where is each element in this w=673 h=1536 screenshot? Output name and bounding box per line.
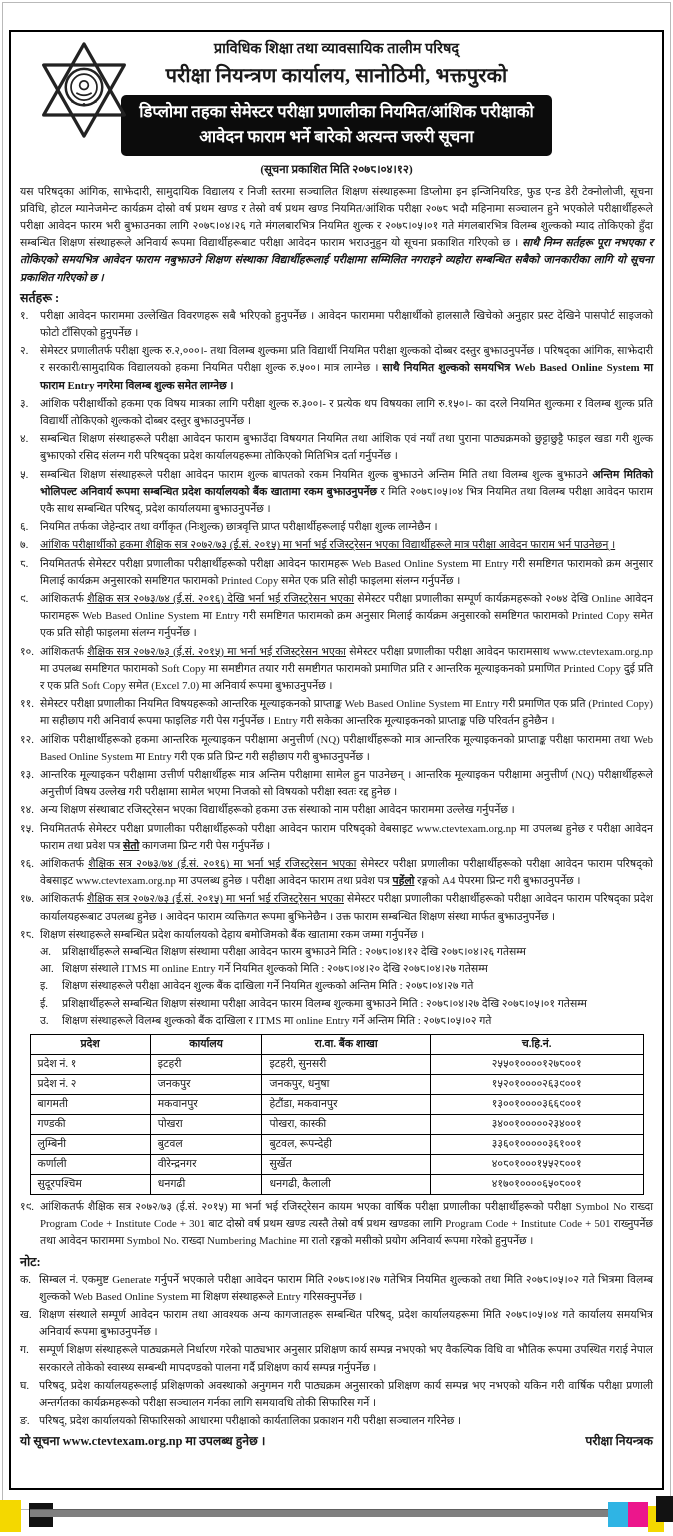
bank-account-number-cell: ३४००१०००००२३४००१ [430,1115,643,1135]
color-swatch-cyan [608,1502,628,1527]
note-letter: क. [20,1273,31,1286]
bank-table-row [30,1055,643,1075]
condition-number: ३. [20,397,29,410]
text-segment: सेमेस्टर परीक्षा प्रणालीका नियमित विषयहरूको आन्तरिक मूल्याइकनको प्राप्ताङ्क Web Based Online System मा Entry गरी प्रमाणित एक प्रति (Printed Copy) मा सहीछाप गरी अनिवार्य रूपमा फाइलिङ गरी पेस गर्नुपर्नेछ । Entry गरी सकेका आन्तरिक मूल्याइकनको प्राप्ताङ्क पछि परिवर्तन हुनेछैन । [40,698,653,728]
bank-account-number-cell: १५२०१००००२६३९००१ [430,1075,643,1095]
bank-table-header-cell: प्रदेश [30,1035,150,1055]
condition-text [40,467,653,519]
bank-table-cell: प्रदेश नं. १ [30,1055,150,1075]
text-segment: शैक्षिक सत्र २०७३/७४ (ई.सं. २०१६) मा भर्ना भई रजिस्ट्रेसन भएका [88,858,357,871]
print-registration-color-bar [0,1496,673,1536]
text-segment: नियमिततर्फ सेमेस्टर परीक्षा प्रणालीका परीक्षार्थीहरूको परीक्षा आवेदन फाराम परिषद्को वेबसाइट www.ctevtexam.org.np मा उपलब्ध हुनेछ र परीक्षा आवेदन फाराम तथा प्रवेश पत्र [40,822,653,852]
condition-item [20,856,653,890]
condition-item [20,591,653,643]
condition-text [40,396,653,430]
bank-table-cell: पोखरा, कास्की [262,1115,430,1135]
bank-account-table [30,1034,644,1195]
condition-item [20,696,653,730]
condition-text [40,696,653,730]
ctevt-logo-star-icon [36,40,132,140]
text-segment: आंशिकतर्फ [40,858,89,871]
text-segment: सम्बन्धित शिक्षण संस्थाहरूले परीक्षा आवेदन फाराम बुझाउँदा विषयगत नियमित तथा आंशिक एवं नयाँ तथा पुराना पाठ्यक्रमको छुट्टाछुट्टै फाइल खडा गरी शुल्क बुझाएको रसिद संलग्न गरी परिषद्का प्रदेश कार्यालयहरूमा तोकिएको मितिभित्र दर्ता गर्नुपर्नेछ । [40,433,653,463]
notice-title-line2: आवेदन फाराम भर्ने बारेको अत्यन्त जरुरी सूचना [199,126,474,146]
color-swatch-magenta [628,1502,648,1527]
bank-table-cell: सुर्खेत [262,1155,430,1175]
condition-number: १२. [20,733,34,746]
condition-text [40,821,653,855]
note-letter: ख. [20,1309,32,1322]
note-item [20,1342,653,1376]
condition-number: १६. [20,858,34,871]
text-segment: शिक्षण संस्थाहरूले सम्बन्धित प्रदेश कार्यालयको देहाय बमोजिमको बैंक खातामा रकम जम्मा गर्नुपर्नेछ । [40,928,425,941]
condition-text [40,767,653,801]
condition-item [20,821,653,855]
condition-number: १५. [20,822,34,835]
condition-number: ५. [20,468,29,481]
subitem-text: प्रशिक्षार्थीहरूले सम्बन्धित शिक्षण संस्थामा परीक्षा आवेदन फारम विलम्ब शुल्कमा बुझाउने मिति : २०७८।०४।२७ देखि २०७८।०५।०१ गतेसम्म [62,997,587,1010]
condition-number: १७. [20,893,34,906]
condition-number: १०. [20,645,34,658]
text-segment: अन्य शिक्षण संस्थाबाट रजिस्ट्रेसन भएका विद्यार्थीहरूको हकमा उक्त संस्थाको नाम परीक्षा आवेदन फाराममा उल्लेख गर्नुपर्नेछ । [40,804,515,817]
condition-text [40,343,653,395]
text-segment: र मिति २०७८।०५।०४ भित्र नियमित तथा विलम्ब परीक्षा आवेदन फाराम एकै साथ सम्बन्धित परिषद्, प्रदेश कार्यालयमा बुझाउनुपर्नेछ । [40,485,653,515]
print-rule-line [30,1509,630,1517]
text-segment: यस परिषद्का आंगिक, साझेदारी, सामुदायिक विद्यालय र निजी स्तरमा सञ्चालित शिक्षण संस्थाहरूमा डिप्लोमा इन इन्जिनियरिङ, फुड एन्ड डेरी टेक्नोलोजी, सूचना प्रविधि, होटल म्यानेजमेन्ट कार्यक्रम दोस्रो वर्ष प्रथम खण्ड र तेस्रो वर्ष प्रथम खण्ड नियमित/आंशिक परीक्षा २०७८ भदौ महिनामा सञ्चालन हुने भएकोले परीक्षार्थीहरूले परीक्षा आवेदन फारम भरी बुझाउनका लागि २०७८।०४।२६ गते मंगलबारभित्र नियमित शुल्क र २०७८।०५।०१ गते मंगलबारभित्र विलम्ब शुल्कको म्याद तोकिएको हुँदा सम्बन्धित शिक्षण संस्थाहरूले अनिवार्य रूपमा विद्यार्थीहरूबाट परीक्षा आवेदन फाराम भराउनुहुन यो सूचना प्रकाशित गरिएको छ । [20,185,653,250]
bank-table-cell: धनगढी, कैलाली [262,1175,430,1195]
condition-item [20,556,653,590]
condition-item [20,891,653,925]
footer-availability-note: यो सूचना www.ctevtexam.org.np मा उपलब्ध हुनेछ । [20,1434,266,1449]
notice-document [9,30,664,1490]
notice-title [121,95,552,156]
condition-item [20,396,653,430]
text-segment: आंशिक परीक्षार्थीको हकमा शैक्षिक सत्र २०७२/७३ (ई.सं. २०१५) मा भर्ना भई रजिस्ट्रेसन भएका विद्यार्थीहरूले मात्र परीक्षा आवेदन फाराम भर्न पाउनेछन् । [40,539,616,552]
note-text: परिषद्, प्रदेश कार्यालयहरूलाई प्रशिक्षणको अवस्थाको अनुगमन गरी पाठ्यक्रम अनुसारको प्रशिक्षण कार्य सम्पन्न भए नभएको यकिन गरी वार्षिक परीक्षा प्रणाली अन्तर्गतका कार्यक्रमहरूको परीक्षा सञ्चालन गर्नका लागि समयावधि तोकी सिफारिस गर्ने । [39,1379,653,1410]
bank-table-header-cell: रा.वा. बैंक शाखा [262,1035,430,1055]
condition-item [20,802,653,819]
bank-table-row [30,1175,643,1195]
text-segment: साथै निम्न सर्तहरू पूरा नभएका र तोकिएको समयभित्र आवेदन फाराम नबुझाउने शिक्षण संस्थाका विद्यार्थीहरूलाई परीक्षामा सम्मिलित नगराइने व्यहोरा सम्बन्धित सबैको जानकारीका लागि यो सूचना प्रकाशित गरिएको छ । [20,237,654,284]
bank-table-header-cell: च.हि.नं. [430,1035,643,1055]
exam-controller-signature: परीक्षा नियन्त्रक [585,1434,653,1449]
subitem-letter: अ. [40,946,51,959]
condition-item [20,343,653,395]
condition-subitem [40,961,653,978]
text-segment: शैक्षिक सत्र २०७२/७३ (ई.सं. २०१५) मा भर्ना भई रजिस्ट्रेसन भएका [87,645,346,658]
condition-item [20,927,653,1030]
text-segment: आंशिकतर्फ [40,592,88,605]
bank-table-cell: हेटौंडा, मकवानपुर [262,1095,430,1115]
color-swatch-yellow-left [0,1500,21,1532]
condition-subitem [40,978,653,995]
condition-subitem [40,1013,653,1030]
condition-text [40,308,653,342]
note-item [20,1272,653,1306]
condition-item [20,1199,653,1251]
subitem-text: प्रशिक्षार्थीहरूले सम्बन्धित शिक्षण संस्थामा परीक्षा आवेदन फारम बुझाउने मिति : २०७८।०४।१२ देखि २०७८।०४।२६ गतेसम्म [62,946,526,959]
text-segment: आंशिक परीक्षार्थीहरूको हकमा आन्तरिक मूल्याइकन परीक्षामा अनुत्तीर्ण (NQ) परीक्षार्थीहरूको मात्र आन्तरिक मूल्याइकनको प्राप्ताङ्क परीक्षा फाराममा तथा Web Based Online System मा Entry गरी एक प्रति प्रिन्ट गरी सहीछाप गरी बुझाउनुपर्नेछ । [40,733,653,763]
bank-table-cell: प्रदेश नं. २ [30,1075,150,1095]
bank-table-cell: गण्डकी [30,1115,150,1135]
bank-table-row [30,1155,643,1175]
bank-table-cell: धनगढी [150,1175,262,1195]
condition-text [40,519,653,536]
footer-line [20,1432,653,1449]
bank-table-cell: वीरेन्द्रनगर [150,1155,262,1175]
note-text: शिक्षण संस्थाले सम्पूर्ण आवेदन फाराम तथा आवश्यक अन्य कागजातहरू सम्बन्धित परिषद्, प्रदेश कार्यालयहरूमा मिति २०७८।०५।०४ गते कार्यालय समयभित्र अनिवार्य रूपमा बुझाउनुपर्नेछ । [39,1309,653,1339]
bank-account-number-cell: २५५०१००००१२७८००१ [430,1055,643,1075]
note-item [20,1378,653,1412]
bank-table-cell: इटहरी, सुनसरी [262,1055,430,1075]
bank-account-number-cell: ४१७०१००००६५०८००१ [430,1175,643,1195]
condition-number: ८. [20,557,29,570]
condition-item [20,732,653,766]
note-text: परिषद्, प्रदेश कार्यालयको सिफारिसको आधारमा परीक्षाको कार्यतालिका प्रकाशन गरी परीक्षा सञ्चालन गरिनेछ । [39,1415,462,1428]
council-name: प्राविधिक शिक्षा तथा व्यावसायिक तालीम परिषद् [213,41,460,57]
subitem-text: शिक्षण संस्थाहरूले विलम्ब शुल्कको बैंक दाखिला र ITMS मा online Entry गर्ने अन्तिम मिति : २०७८।०५।०२ गते [62,1014,492,1027]
condition-number: ९. [20,592,29,605]
condition-item [20,519,653,536]
text-segment: साथै नियमित शुल्कको समयभित्र Web Based Online System मा फाराम Entry नगरेमा विलम्ब शुल्क समेत लाग्नेछ । [40,362,653,392]
condition-text [40,537,653,554]
condition-text [40,891,653,925]
bank-table-cell: जनकपुर [150,1075,262,1095]
text-segment: सेमेस्टर परीक्षा प्रणालीका परीक्षार्थीहरूको परीक्षा आवेदन फाराम परिषद्को वेबसाइट www.ctevtexam.org.np मा उपलब्ध हुनेछ । परीक्षा आवेदन फाराम तथा प्रवेश पत्र [40,858,653,888]
condition-text [40,802,653,819]
note-letter: ङ. [20,1415,30,1428]
color-swatch-black-right [656,1496,673,1522]
conditions-heading: सर्तहरू : [20,290,60,305]
subitem-text: शिक्षण संस्थाहरूले परीक्षा आवेदन शुल्क बैंक दाखिला गर्ने नियमित शुल्कको अन्तिम मिति : २०७८।०४।२७ गते [62,980,474,993]
bank-table-cell: बुटवल [150,1135,262,1155]
intro-paragraph [20,184,653,287]
note-text: सम्पूर्ण शिक्षण संस्थाहरूले पाठ्यक्रमले निर्धारण गरेको पाठ्यभार अनुसार प्रशिक्षण कार्य सम्पन्न नभएको भए वैकल्पिक विधि वा भौतिक रूपमा उपस्थित गराई नेपाल सरकारले तोकेको स्वास्थ्य सम्बन्धी मापदण्डको पालना गर्दै प्रशिक्षण कार्य सम्पन्न गर्नुपर्नेछ । [39,1344,653,1374]
notice-title-line1: डिप्लोमा तहका सेमेस्टर परीक्षा प्रणालीका नियमित/आंशिक परीक्षाको [139,102,534,121]
publish-date: (सूचना प्रकाशित मिति २०७८।०४।१२) [260,163,413,176]
note-heading: नोट: [20,1254,41,1269]
bank-table-cell: बागमती [30,1095,150,1115]
bank-table-row [30,1095,643,1115]
bank-table-cell: इटहरी [150,1055,262,1075]
note-list [20,1272,653,1431]
text-segment: आन्तरिक मूल्याइकन परीक्षामा उत्तीर्ण परीक्षार्थीहरू मात्र अन्तिम परीक्षामा सामेल हुन पाउनेछन् । आन्तरिक मूल्याइकन परीक्षामा अनुत्तीर्ण (NQ) परीक्षार्थीहरूले अनुत्तीर्ण विषय उल्लेख गरी परीक्षामा सामेल भएमा निजको सो विषयको परीक्षा स्वतः रद्द हुनेछ । [40,769,653,799]
condition-item [20,431,653,465]
condition-item [20,308,653,342]
condition-number: २. [20,345,29,358]
condition-subitem [40,944,653,961]
note-letter: घ. [20,1379,30,1392]
condition-number: १. [20,309,29,322]
bank-table-header-row [30,1035,643,1055]
subitem-text: शिक्षण संस्थाले ITMS मा online Entry गर्ने नियमित शुल्कको मिति : २०७८।०४।२० देखि २०७८।०४।२७ गतेसम्म [62,963,488,976]
office-name: परीक्षा नियन्त्रण कार्यालय, सानोठिमी, भक्तपुरको [165,65,508,87]
text-segment: सेमेस्टर प्रणालीतर्फ परीक्षा शुल्क रु.२,०००।- तथा विलम्ब शुल्कमा प्रति विद्यार्थी नियमित परीक्षा शुल्कको दोब्बर दस्तुर बुझाउनुपर्नेछ । परिषद्का आंगिक, साझेदारी र सरकारी/सामुदायिक विद्यालयको हकमा नियमित परीक्षा शुल्क रु.५००। मात्र लाग्नेछ । [40,345,653,375]
text-segment: सेमेस्टर परीक्षा प्रणालीका परीक्षार्थीहरूको परीक्षा आवेदन फाराम परिषद्का प्रदेश कार्यालयहरूबाट उपलब्ध हुनेछ । आवेदन फाराम व्यक्तिगत रूपमा बुझिनेछैन । उक्त फाराम सम्बन्धित शिक्षण संस्था मार्फत बुझाउनुपर्नेछ । [40,893,653,923]
subitem-letter: ई. [40,997,49,1010]
condition-text [40,927,653,1030]
bank-account-number-cell: १३००१००००३६६९००१ [430,1095,643,1115]
text-segment: सेतो [123,839,140,852]
condition-number: १९. [20,1201,34,1214]
condition-item [20,644,653,696]
text-segment: अन्तिम मितिको भोलिपल्ट अनिवार्य रूपमा सम्बन्धित प्रदेश कार्यालयको बैंक खातामा रकम बुझाउनुपर्नेछ [40,468,653,498]
conditions-list-after-table [20,1199,653,1251]
subitem-letter: आ. [40,963,54,976]
bank-table-row [30,1135,643,1155]
conditions-list [20,308,653,1030]
condition-number: ४. [20,433,29,446]
notice-header [20,38,653,177]
note-item [20,1307,653,1341]
condition-text [40,732,653,766]
condition-subitem [40,996,653,1013]
condition-item [20,467,653,519]
condition-number: १८. [20,928,34,941]
bank-table-cell: जनकपुर, धनुषा [262,1075,430,1095]
bank-account-number-cell: ४०८०१०००१५५२८००१ [430,1155,643,1175]
bank-table-cell: मकवानपुर [150,1095,262,1115]
bank-table-cell: कर्णाली [30,1155,150,1175]
note-item [20,1413,653,1430]
bank-table-row [30,1075,643,1095]
condition-number: १४. [20,804,34,817]
condition-text [40,591,653,643]
text-segment: कागजमा प्रिन्ट गरी पेस गर्नुपर्नेछ । [139,839,271,852]
text-segment: सेमेस्टर परीक्षा प्रणालीका परीक्षा आवेदन फारामसाथ www.ctevtexam.org.np मा उपलब्ध समष्टिगत फारामको Soft Copy मा समष्टीगत तयार गरी समष्टीगत फारामको प्रमाणित प्रति र आन्तरिक मूल्याइकनको प्रमाणित Printed Copy दुई प्रति र एक प्रति Soft Copy समेत (Excel 7.0) मा अनिवार्य रूपमा बुझाउनुपर्नेछ । [40,645,653,692]
bank-table-cell: सुदूरपश्चिम [30,1175,150,1195]
condition-number: ७. [20,539,29,552]
text-segment: नियमिततर्फ सेमेस्टर परीक्षा प्रणालीका परीक्षार्थीहरूको परीक्षा आवेदन फारामहरू Web Based Online System मा Entry गरी समष्टिगत फारामको क्रम अनुसार मिलाई कार्यक्रम अनुसारको समष्टिगत फारामको Printed Copy समेत एक प्रति सोही फाइलमा संलग्न गर्नुपर्नेछ । [40,557,653,587]
text-segment: आंशिकतर्फ शैक्षिक सत्र २०७२/७३ (ई.सं. २०१५) मा भर्ना भई रजिस्ट्रेसन कायम भएका वार्षिक परीक्षा प्रणालीका परीक्षार्थीहरूको परीक्षा Symbol No राख्दा Program Code + Institute Code + 301 बाट दोस्रो वर्ष प्रथम खण्ड त्यस्तै तेस्रो वर्ष प्रथम खण्डका लागि Program Code + Institute Code + 501 राख्नुपर्नेछ तथा आवेदन फाराममा Symbol No. राख्दा Numbering Machine मा रातो रङ्गको मसीको प्रयोग अनिवार्य रूपमा गरेको हुनुपर्नेछ । [40,1201,653,1248]
text-segment: शैक्षिक सत्र २०७२/७३ (ई.सं. २०१५) मा भर्ना भई रजिस्ट्रेसन भएका [87,893,344,906]
condition-item [20,767,653,801]
condition-number: ११. [20,698,34,711]
text-segment: परीक्षा आवेदन फाराममा उल्लेखित विवरणहरू सबै भरिएको हुनुपर्नेछ । आवेदन फाराममा परीक्षार्थीको हालसालै खिचेको अनुहार प्रस्ट देखिने पासपोर्ट साइजको फोटो टाँसिएको हुनुपर्नेछ । [40,309,653,339]
condition-number: ६. [20,521,29,534]
bank-account-number-cell: ३३६०१०००००३६१००१ [430,1135,643,1155]
text-segment: आंशिकतर्फ [40,893,87,906]
subitem-letter: इ. [40,980,49,993]
condition-text [40,556,653,590]
bank-table-header-cell: कार्यालय [150,1035,262,1055]
text-segment: नियमित तर्फका जेहेन्दार तथा वर्गीकृत (निःशुल्क) छात्रवृत्ति प्राप्त परीक्षार्थीहरूलाई परीक्षा शुल्क लाग्नेछैन । [40,521,438,534]
bank-table-row [30,1115,643,1135]
condition-text [40,1199,653,1251]
condition-number: १३. [20,769,34,781]
text-segment: पहेंलो [392,875,415,888]
condition-item [20,537,653,554]
subitem-letter: उ. [40,1014,49,1027]
text-segment: सेमेस्टर परीक्षा प्रणालीका सम्पूर्ण कार्यक्रमहरूको २०७४ देखि Online आवेदन फारामहरू Web Based Online System मा Entry गरी समष्टिगत फारामको क्रम अनुसार मिलाई कार्यक्रम अनुसारको समष्टिगत फारामको Printed Copy समेत एक प्रति सोही फाइलमा संलग्न गर्नुपर्नेछ । [40,592,653,640]
note-text: सिम्बल नं. एकमुष्ट Generate गर्नुपर्ने भएकाले परीक्षा आवेदन फाराम मिति २०७८।०४।२७ गतेभित्र नियमित शुल्कको तथा मिति २०७८।०५।०२ गते भित्रमा विलम्ब शुल्कको Web Based Online System मा शिक्षण संस्थाहरूले Entry गरिसक्नुपर्नेछ । [39,1273,653,1303]
bank-table-cell: पोखरा [150,1115,262,1135]
text-segment: रङ्गको A4 पेपरमा प्रिन्ट गरी बुझाउनुपर्नेछ । [414,875,581,888]
condition-text [40,644,653,696]
bank-table-cell: लुम्बिनी [30,1135,150,1155]
note-letter: ग. [20,1344,29,1357]
text-segment: सम्बन्धित शिक्षण संस्थाहरूले परीक्षा आवेदन फाराम शुल्क बापतको रकम नियमित शुल्क बुझाउने अन्तिम मिति तथा विलम्ब शुल्क बुझाउने [40,468,593,481]
bank-table-cell: बुटवल, रूपन्देही [262,1135,430,1155]
text-segment: आंशिक परीक्षार्थीको हकमा एक विषय मात्रका लागि परीक्षा शुल्क रु.३००।- र प्रत्येक थप विषयका लागि रु.१५०।- का दरले नियमित शुल्कमा र विलम्ब शुल्क प्रति विद्यार्थी तोकिएको शुल्कको दोब्बर दस्तुर बुझाउनुपर्नेछ । [40,397,653,427]
condition-text [40,431,653,465]
text-segment: शैक्षिक सत्र २०७३/७४ (ई.सं. २०१६) देखि भर्ना भई रजिस्ट्रेसन भएका [87,592,355,605]
condition-text [40,856,653,890]
text-segment: आंशिकतर्फ [40,645,88,658]
